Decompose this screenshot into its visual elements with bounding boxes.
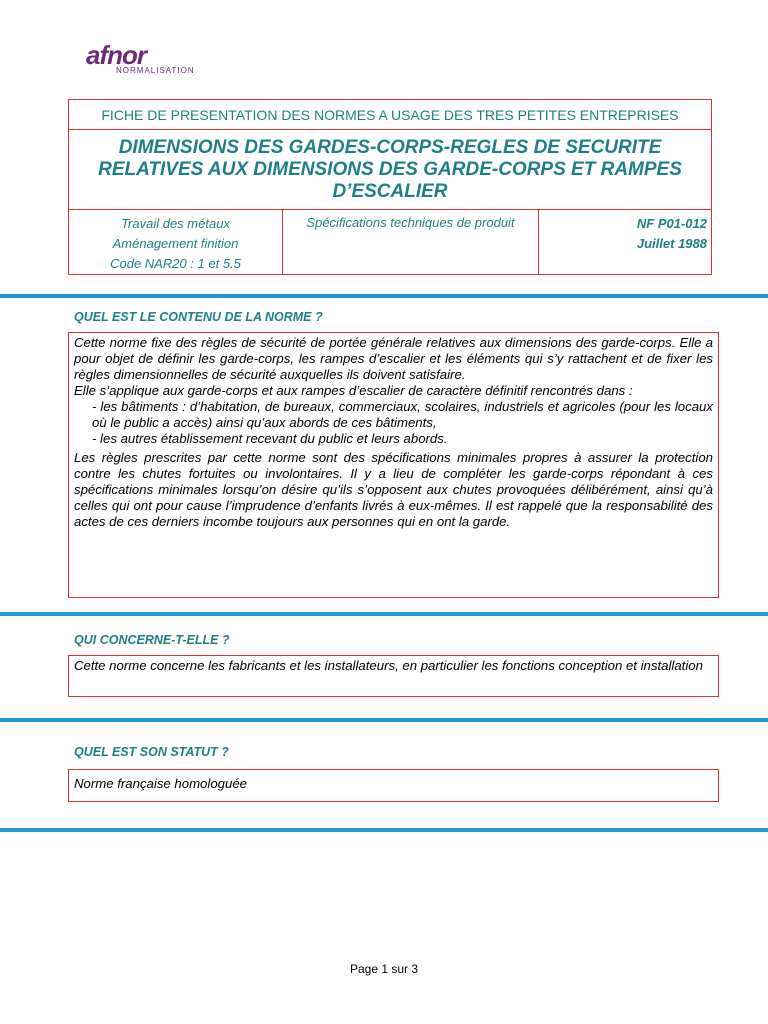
banner-text: FICHE DE PRESENTATION DES NORMES A USAGE DES TRES PETITES ENTREPRISES: [101, 106, 679, 123]
section-heading-statut: QUEL EST SON STATUT ?: [74, 745, 229, 759]
paragraph: Elle s’applique aux garde-corps et aux rampes d’escalier de caractère définitif rencontrés dans :: [74, 383, 633, 398]
reference-cell: [539, 210, 711, 274]
category-text: Spécifications techniques de produit: [306, 215, 515, 230]
sector-line-3: Code NAR20 : 1 et 5.5: [110, 256, 241, 271]
logo-wordmark: afnor: [86, 40, 146, 70]
category-cell: [283, 210, 539, 274]
header-table: [68, 99, 712, 275]
section-box-contenu: [68, 332, 719, 598]
section-divider: [0, 828, 768, 832]
section-box-concerne: [68, 655, 719, 697]
list-item: - les autres établissement recevant du public et leurs abords.: [92, 431, 448, 446]
section-box-statut: [68, 769, 719, 802]
meta-row: [69, 210, 711, 274]
paragraph: Les règles prescrites par cette norme sont des spécifications minimales propres à assurer la protection contre les chutes fortuites ou involontaires. Il y a lieu de compléter les garde-corps répondant à ces spécifications minimales lorsqu’on désire qu’ils s’opposent aux chutes provoquées délibérément, ainsi qu’à celles qui ont pour cause l’imprudence d’enfants livrés à eux-mêmes. Il est rappelé que la responsabilité des actes de ces derniers incombe toujours aux personnes qui en ont la garde.: [74, 450, 713, 529]
section-divider: [0, 294, 768, 298]
section-divider: [0, 718, 768, 722]
norm-reference: NF P01-012: [636, 216, 707, 231]
sector-cell: [69, 210, 283, 274]
section-divider: [0, 612, 768, 616]
section-heading-concerne: QUI CONCERNE-T-ELLE ?: [74, 633, 230, 647]
sector-line-2: Aménagement finition: [112, 236, 239, 251]
page-number: Page 1 sur 3: [349, 962, 419, 976]
logo-subtitle: NORMALISATION: [116, 66, 195, 75]
paragraph: Cette norme concerne les fabricants et les installateurs, en particulier les fonctions conception et installation: [74, 658, 703, 673]
paragraph: Cette norme fixe des règles de sécurité de portée générale relatives aux dimensions des garde-corps. Elle a pour objet de définir les garde-corps, les rampes d’escalier et les éléments qui s’y rattachent et de fixer les règles dimensionnelles de sécurité auxquelles ils doivent satisfaire.: [74, 335, 713, 382]
document-title: DIMENSIONS DES GARDES-CORPS-REGLES DE SECURITE RELATIVES AUX DIMENSIONS DES GARDE-CORPS ET RAMPES D’ESCALIER: [98, 136, 682, 202]
afnor-logo: [86, 40, 226, 80]
banner-row: [69, 100, 711, 130]
title-row: [69, 130, 711, 210]
paragraph: Norme française homologuée: [74, 776, 247, 791]
section-heading-contenu: QUEL EST LE CONTENU DE LA NORME ?: [74, 310, 323, 324]
sector-line-1: Travail des métaux: [121, 216, 230, 231]
list-item: - les bâtiments : d’habitation, de bureaux, commerciaux, scolaires, industriels et agricoles (pour les locaux où le public a accès) ainsi qu’aux abords de ces bâtiments,: [92, 399, 713, 430]
norm-date: Juillet 1988: [636, 236, 707, 251]
